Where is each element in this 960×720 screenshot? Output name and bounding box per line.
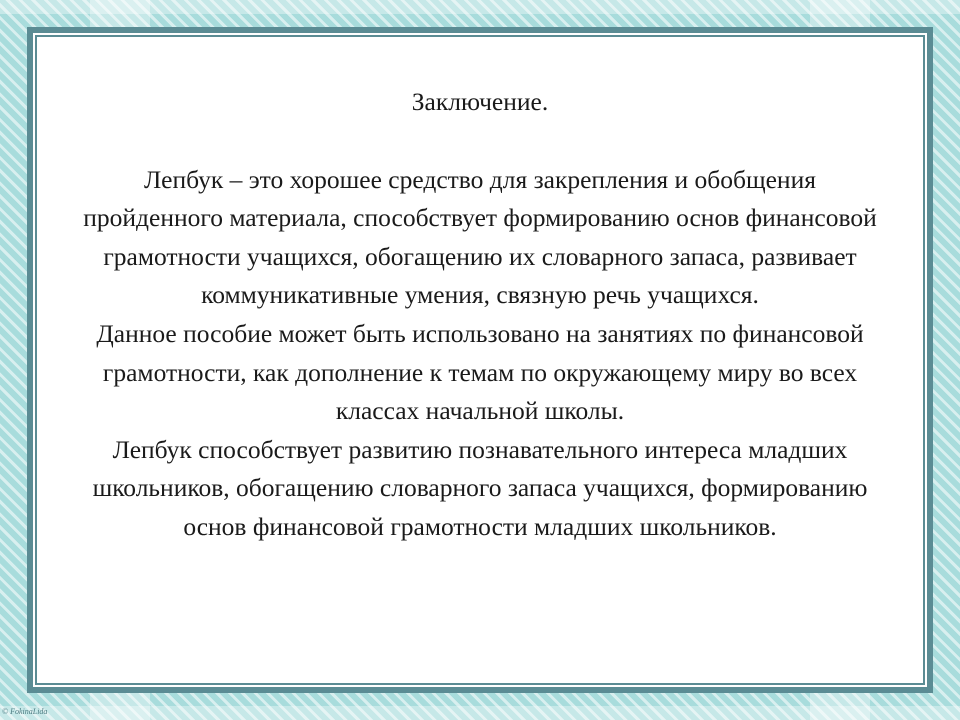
paragraph-1: Лепбук – это хорошее средство для закрепления и обобщения пройденного материала, способствует формированию основ финансовой грамотности учащихся, обогащению их словарного запаса, развивает коммуникативные умения, связную речь учащихся. <box>83 164 877 310</box>
slide-title: Заключение. <box>411 87 549 116</box>
paragraph-2: Данное пособие может быть использовано на занятиях по финансовой грамотности, как дополнение к темам по окружающему миру во всех классах начальной школы. <box>96 318 864 426</box>
paragraph-3: Лепбук способствует развитию познавательного интереса младших школьников, обогащению словарного запаса учащихся, формированию основ финансовой грамотности младших школьников. <box>92 434 868 541</box>
background-stripe <box>0 0 960 14</box>
slide-content <box>73 83 887 547</box>
background-stripe <box>0 706 960 720</box>
copyright-watermark: © FokinaLida <box>2 707 48 716</box>
slide-frame <box>27 27 933 693</box>
